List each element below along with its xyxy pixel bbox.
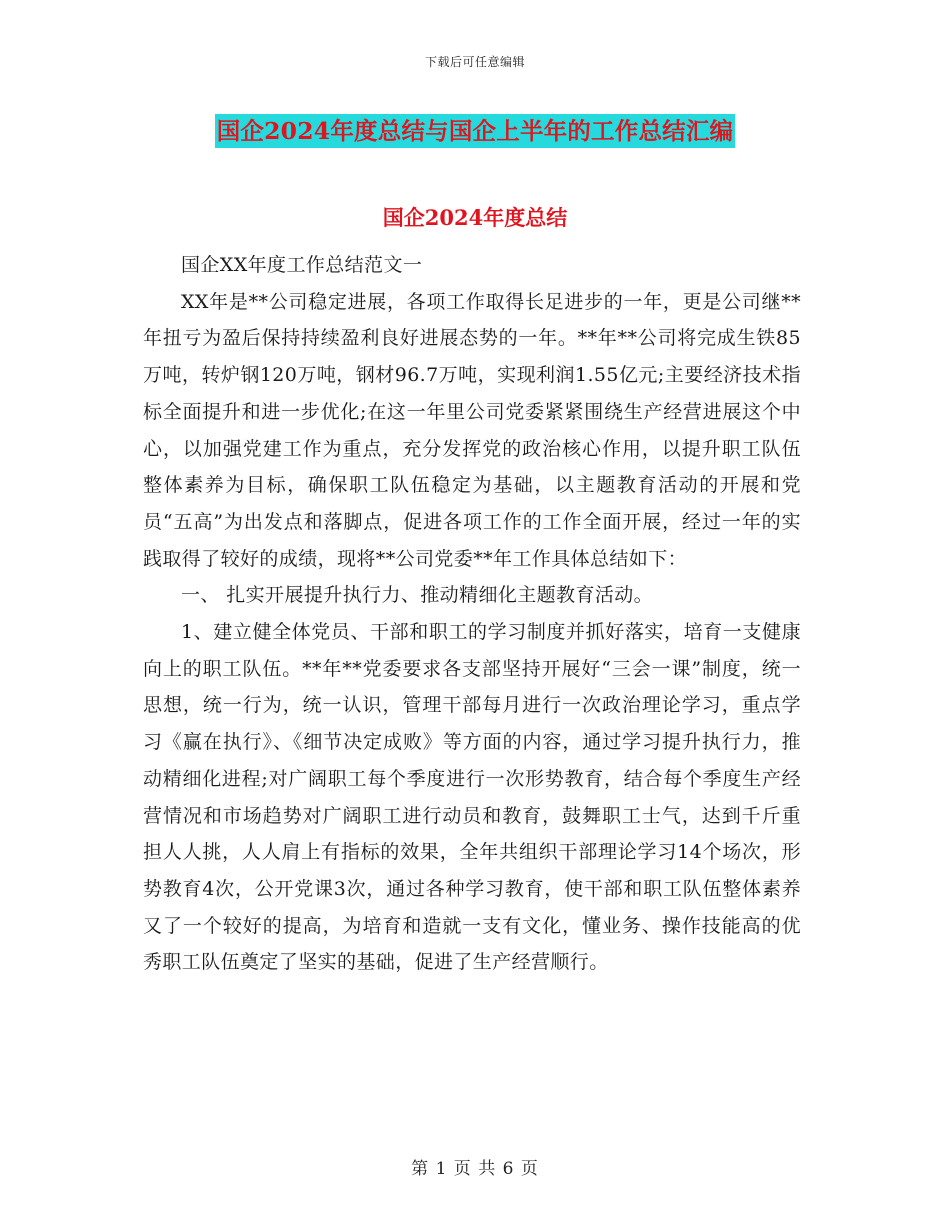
paragraph: 一、 扎实开展提升执行力、推动精细化主题教育活动。 <box>181 584 654 607</box>
section-title: 国企2024年度总结 <box>382 205 568 230</box>
paragraph: 1、建立健全体党员、干部和职工的学习制度并抓好落实，培育一支健康向上的职工队伍。**年**党委要求各支部坚持开展好“三会一课”制度，统一思想，统一行为，统一认识，管理干部每月进行一次政治理论学习，重点学习《赢在执行》、《细节决定成败》等方面的内容，通过学习提升执行力，推动精细化进程;对广阔职工每个季度进行一次形势教育，结合每个季度生产经营情况和市场趋势对广阔职工进行动员和教育，鼓舞职工士气，达到千斤重担人人挑，人人肩上有指标的效果，全年共组织干部理论学习14个场次，形势教育4次，公开党课3次，通过各种学习教育，使干部和职工队伍整体素养又了一个较好的提高，为培育和造就一支有文化，懂业务、操作技能高的优秀职工队伍奠定了坚实的基础，促进了生产经营顺行。 <box>143 621 801 974</box>
document-title-container <box>0 114 950 148</box>
document-title: 国企2024年度总结与国企上半年的工作总结汇编 <box>215 114 736 148</box>
page-number: 第 1 页 共 6 页 <box>411 1159 539 1179</box>
header-note: 下载后可任意编辑 <box>424 55 525 69</box>
paragraph: XX年是**公司稳定进展，各项工作取得长足进步的一年，更是公司继**年扭亏为盈后保持持续盈利良好进展态势的一年。**年**公司将完成生铁85万吨，转炉钢120万吨，钢材96.7万吨，实现利润1.55亿元;主要经济技术指标全面提升和进一步优化;在这一年里公司党委紧紧围绕生产经营进展这个中心，以加强党建工作为重点，充分发挥党的政治核心作用，以提升职工队伍整体素养为目标，确保职工队伍稳定为基础，以主题教育活动的开展和党员“五高”为出发点和落脚点，促进各项工作的工作全面开展，经过一年的实践取得了较好的成绩，现将**公司党委**年工作具体总结如下： <box>143 290 801 570</box>
document-body <box>143 222 801 981</box>
paragraph: 国企XX年度工作总结范文一 <box>181 254 423 276</box>
